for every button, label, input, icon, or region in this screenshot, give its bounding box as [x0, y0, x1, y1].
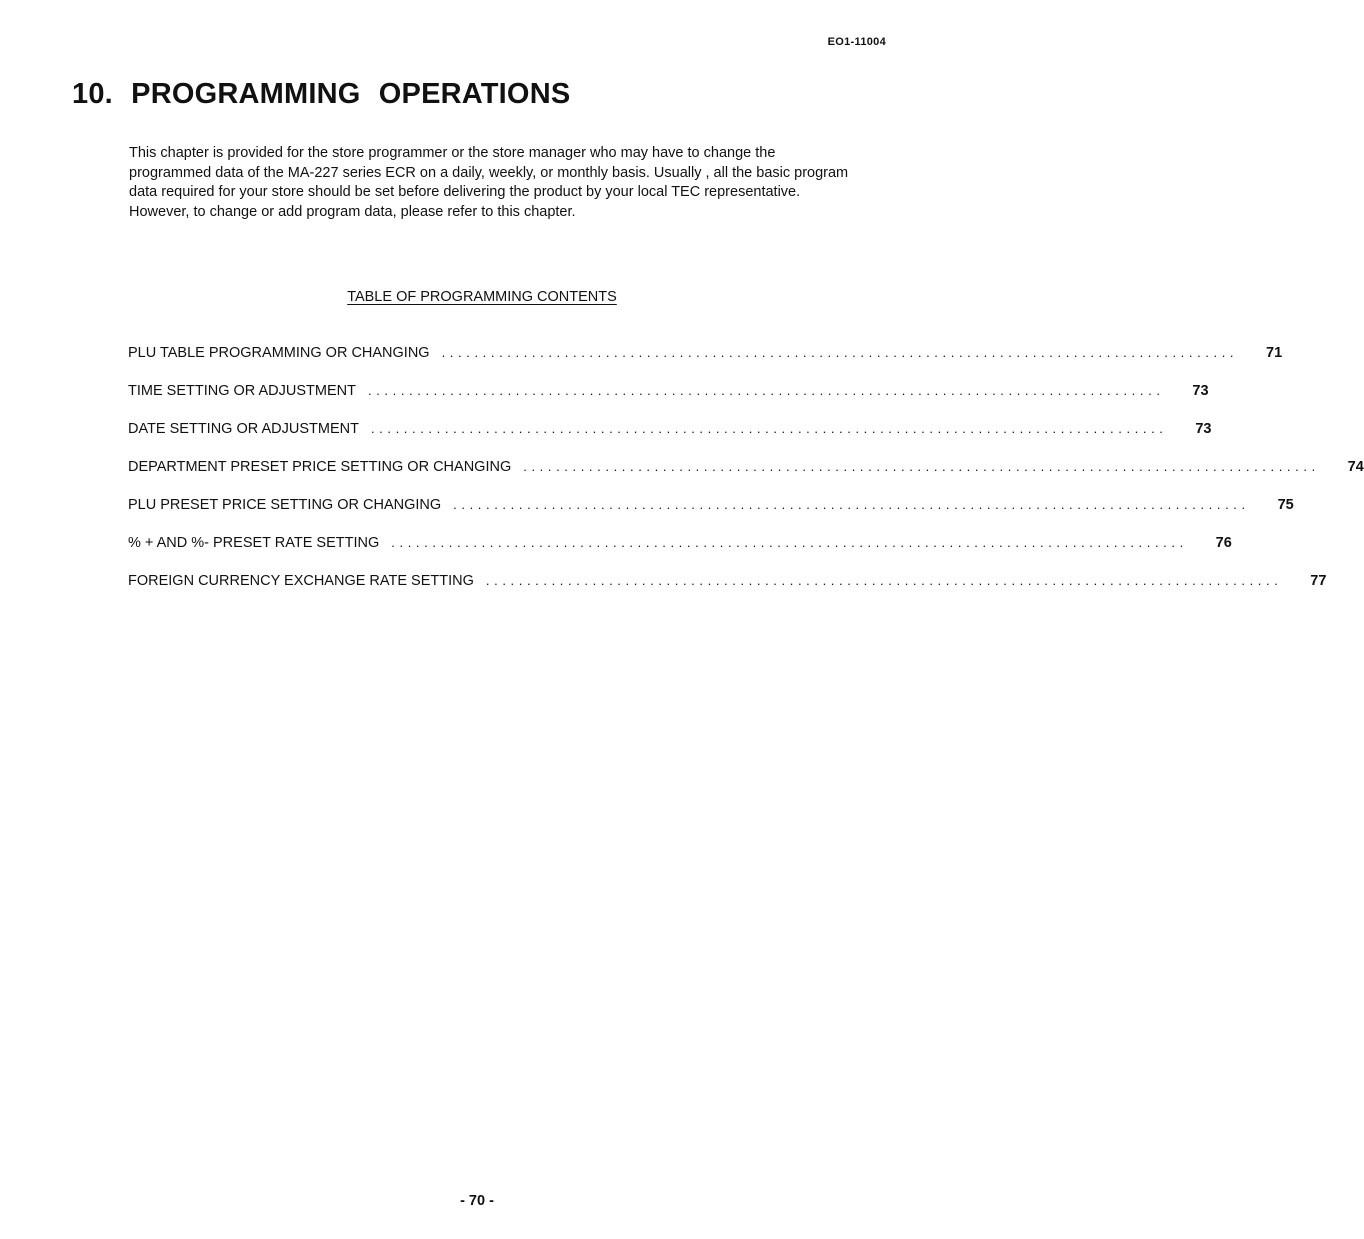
toc-item-page: 75 [1277, 497, 1294, 513]
toc-leader-dots: ................................................................................................. [367, 383, 1165, 398]
chapter-title: 10. PROGRAMMING OPERATIONS [72, 78, 571, 110]
toc-item-page: 73 [1192, 383, 1209, 399]
toc-item-label: DATE SETTING OR ADJUSTMENT [128, 421, 359, 437]
toc-item-label: TIME SETTING OR ADJUSTMENT [128, 383, 356, 399]
toc-heading: TABLE OF PROGRAMMING CONTENTS [347, 289, 617, 305]
toc-item-page: 74 [1347, 459, 1364, 475]
toc-leader-dots: ................................................................................................. [523, 459, 1320, 474]
toc-leader-dots: ................................................................................................. [370, 421, 1168, 436]
toc-item-page: 77 [1310, 573, 1327, 589]
toc-item-label: % + AND %- PRESET RATE SETTING [128, 535, 380, 551]
toc-item-page: 71 [1266, 345, 1283, 361]
toc-item-label: FOREIGN CURRENCY EXCHANGE RATE SETTING [128, 573, 474, 589]
toc-item-label: PLU TABLE PROGRAMMING OR CHANGING [128, 345, 430, 361]
toc-leader-dots: ................................................................................................. [453, 497, 1250, 512]
toc-list [128, 345, 1364, 611]
toc-item-department-preset-price [128, 459, 1364, 497]
chapter-intro-paragraph: This chapter is provided for the store programmer or the store manager who may have to change the programmed data of the MA-227 series ECR on a daily, weekly, or monthly basis. Usually , all the basic program data required for your store should be set before delivering the product by your local TEC representative. However, to change or add program data, please refer to this chapter. [129, 145, 849, 220]
toc-item-label: DEPARTMENT PRESET PRICE SETTING OR CHANGING [128, 459, 512, 475]
toc-item-time-setting [128, 383, 1209, 421]
toc-item-percent-rate-setting [128, 535, 1232, 573]
toc-item-plu-table-programming [128, 345, 1283, 383]
page-number: - 70 - [460, 1193, 494, 1209]
document-id: EO1-11004 [827, 36, 886, 48]
toc-leader-dots: ................................................................................................. [441, 345, 1239, 360]
toc-item-date-setting [128, 421, 1212, 459]
toc-item-page: 73 [1195, 421, 1212, 437]
toc-item-foreign-currency-rate [128, 573, 1327, 611]
toc-item-page: 76 [1215, 535, 1232, 551]
toc-item-plu-preset-price [128, 497, 1294, 535]
toc-leader-dots: ................................................................................................. [391, 535, 1188, 550]
toc-item-label: PLU PRESET PRICE SETTING OR CHANGING [128, 497, 442, 513]
toc-leader-dots: ................................................................................................. [485, 573, 1283, 588]
